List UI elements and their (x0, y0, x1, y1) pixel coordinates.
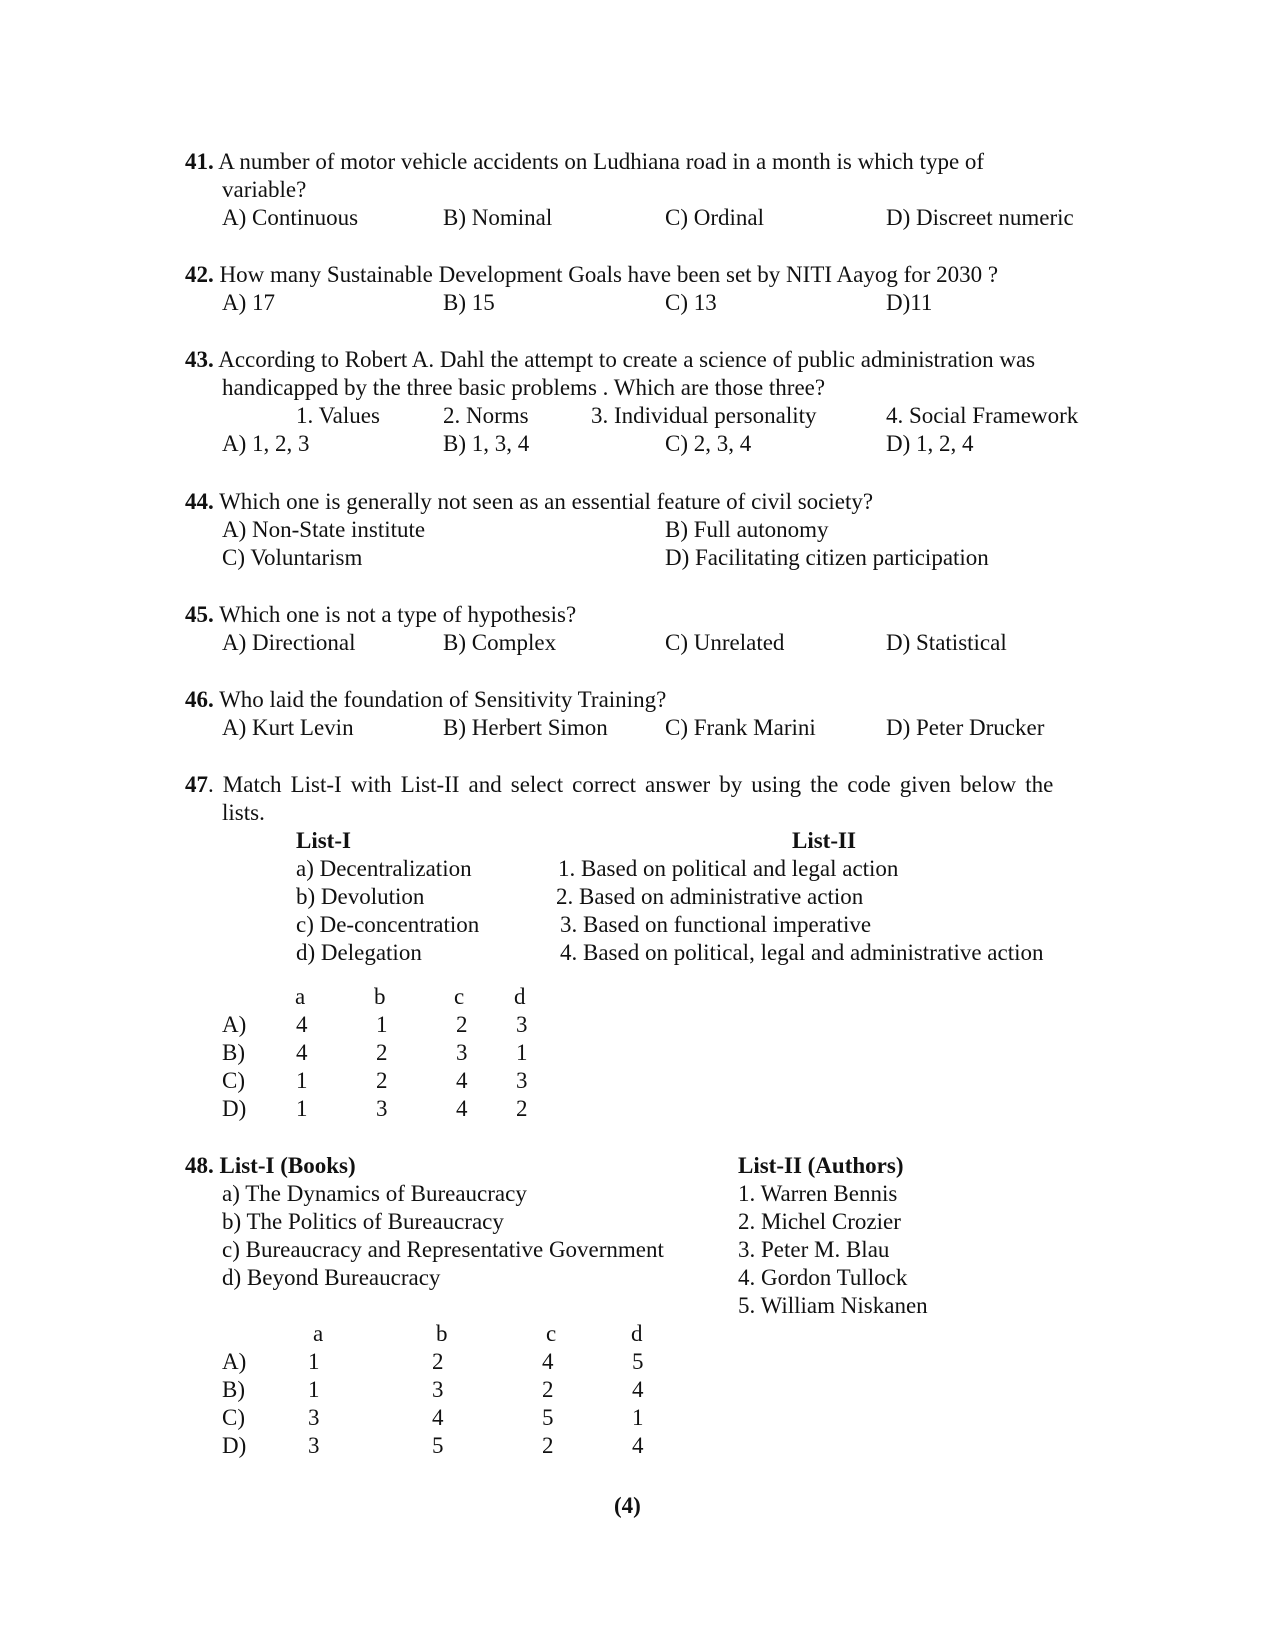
code-label: A) (222, 1012, 247, 1037)
list1-item: c) Bureaucracy and Representative Government (222, 1237, 664, 1262)
code-header: a (313, 1321, 324, 1346)
option-a: A) Continuous (222, 205, 359, 230)
code-value: 3 (308, 1405, 320, 1430)
list2-item: 5. William Niskanen (738, 1293, 928, 1318)
list1-item: d) Beyond Bureaucracy (222, 1265, 441, 1290)
code-value: 2 (432, 1349, 444, 1374)
code-value: 1 (376, 1012, 388, 1037)
question-text: A number of motor vehicle accidents on Ludhiana road in a month is which type of (218, 149, 985, 174)
option-a: A) Directional (222, 630, 356, 655)
list2-item: 2. Based on administrative action (556, 884, 864, 909)
code-value: 3 (308, 1433, 320, 1458)
option-c: C) 13 (665, 290, 717, 315)
list1-item: a) The Dynamics of Bureaucracy (222, 1181, 527, 1206)
code-value: 5 (632, 1349, 644, 1374)
option-b: B) Complex (443, 630, 557, 655)
code-value: 3 (376, 1096, 388, 1121)
list1-title: List-I (296, 828, 351, 853)
list1-title: List-I (Books) (219, 1153, 356, 1178)
option-c: C) Unrelated (665, 630, 785, 655)
code-value: 2 (542, 1377, 554, 1402)
list2-item: 1. Warren Bennis (738, 1181, 898, 1206)
option-a: A) Non-State institute (222, 517, 426, 542)
code-value: 5 (432, 1433, 444, 1458)
list2-item: 4. Based on political, legal and administrative action (560, 940, 1044, 965)
item-1: 1. Values (296, 403, 380, 428)
option-a: A) Kurt Levin (222, 715, 354, 740)
option-a: A) 1, 2, 3 (222, 431, 310, 456)
question-text-cont: variable? (222, 177, 307, 202)
question-text: Which one is generally not seen as an essential feature of civil society? (219, 489, 874, 514)
code-value: 4 (542, 1349, 554, 1374)
option-d: D) Discreet numeric (886, 205, 1074, 230)
option-a: A) 17 (222, 290, 276, 315)
code-label: B) (222, 1040, 245, 1065)
code-header: c (454, 984, 465, 1009)
code-value: 2 (456, 1012, 468, 1037)
code-label: D) (222, 1096, 247, 1121)
code-label: A) (222, 1349, 247, 1374)
option-d: D) 1, 2, 4 (886, 431, 974, 456)
option-d: D) Statistical (886, 630, 1007, 655)
option-b: B) Nominal (443, 205, 553, 230)
code-value: 3 (456, 1040, 468, 1065)
code-value: 4 (296, 1012, 308, 1037)
code-value: 4 (456, 1068, 468, 1093)
option-b: B) 15 (443, 290, 495, 315)
code-label: C) (222, 1068, 245, 1093)
list1-item: c) De-concentration (296, 912, 480, 937)
option-d: D) Peter Drucker (886, 715, 1045, 740)
question-text: Who laid the foundation of Sensitivity Training? (219, 687, 667, 712)
option-d: D)11 (886, 290, 933, 315)
question-text: According to Robert A. Dahl the attempt to create a science of public administration was (218, 347, 1036, 372)
item-3: 3. Individual personality (591, 403, 817, 428)
code-value: 3 (516, 1012, 528, 1037)
code-value: 4 (632, 1433, 644, 1458)
question-number: 45. (185, 602, 214, 627)
code-value: 1 (296, 1096, 308, 1121)
list2-title: List-II (Authors) (738, 1153, 904, 1178)
code-value: 4 (432, 1405, 444, 1430)
code-value: 2 (376, 1068, 388, 1093)
code-header: b (374, 984, 386, 1009)
code-value: 4 (456, 1096, 468, 1121)
question-text: How many Sustainable Development Goals have been set by NITI Aayog for 2030 ? (219, 262, 999, 287)
code-value: 4 (296, 1040, 308, 1065)
question-number: 44. (185, 489, 214, 514)
question-number: 43. (185, 347, 214, 372)
list2-item: 3. Based on functional imperative (560, 912, 872, 937)
list1-item: b) The Politics of Bureaucracy (222, 1209, 504, 1234)
code-value: 3 (516, 1068, 528, 1093)
code-value: 2 (542, 1433, 554, 1458)
option-c: C) Frank Marini (665, 715, 816, 740)
code-value: 4 (632, 1377, 644, 1402)
list2-item: 1. Based on political and legal action (558, 856, 899, 881)
code-value: 1 (308, 1349, 320, 1374)
question-number: 41. (185, 149, 214, 174)
code-value: 2 (376, 1040, 388, 1065)
code-header: d (514, 984, 526, 1009)
code-header: a (295, 984, 306, 1009)
option-c: C) Ordinal (665, 205, 765, 230)
question-number: 42. (185, 262, 214, 287)
page-number: (4) (614, 1493, 641, 1518)
question-text: . Match List-I with List-II and select correct answer by using the code given below the (208, 772, 1054, 797)
code-header: c (546, 1321, 557, 1346)
list2-item: 3. Peter M. Blau (738, 1237, 890, 1262)
option-b: B) 1, 3, 4 (443, 431, 530, 456)
list1-item: b) Devolution (296, 884, 425, 909)
option-d: D) Facilitating citizen participation (665, 545, 989, 570)
code-value: 2 (516, 1096, 528, 1121)
option-c: C) 2, 3, 4 (665, 431, 752, 456)
option-c: C) Voluntarism (222, 545, 363, 570)
code-header: d (631, 1321, 643, 1346)
code-value: 1 (296, 1068, 308, 1093)
code-value: 1 (516, 1040, 528, 1065)
question-text-cont: lists. (222, 800, 265, 825)
code-value: 3 (432, 1377, 444, 1402)
code-label: D) (222, 1433, 247, 1458)
question-number: 48. (185, 1153, 214, 1178)
code-value: 5 (542, 1405, 554, 1430)
code-value: 1 (632, 1405, 644, 1430)
list2-item: 2. Michel Crozier (738, 1209, 901, 1234)
code-header: b (436, 1321, 448, 1346)
code-value: 1 (308, 1377, 320, 1402)
item-2: 2. Norms (443, 403, 529, 428)
question-number: 47 (185, 772, 208, 797)
code-label: B) (222, 1377, 245, 1402)
option-b: B) Herbert Simon (443, 715, 608, 740)
code-label: C) (222, 1405, 245, 1430)
option-b: B) Full autonomy (665, 517, 829, 542)
question-text-cont: handicapped by the three basic problems . Which are those three? (222, 375, 826, 400)
list1-item: a) Decentralization (296, 856, 472, 881)
question-text: Which one is not a type of hypothesis? (219, 602, 577, 627)
list1-item: d) Delegation (296, 940, 422, 965)
item-4: 4. Social Framework (886, 403, 1079, 428)
question-number: 46. (185, 687, 214, 712)
list2-item: 4. Gordon Tullock (738, 1265, 908, 1290)
list2-title: List-II (792, 828, 856, 853)
